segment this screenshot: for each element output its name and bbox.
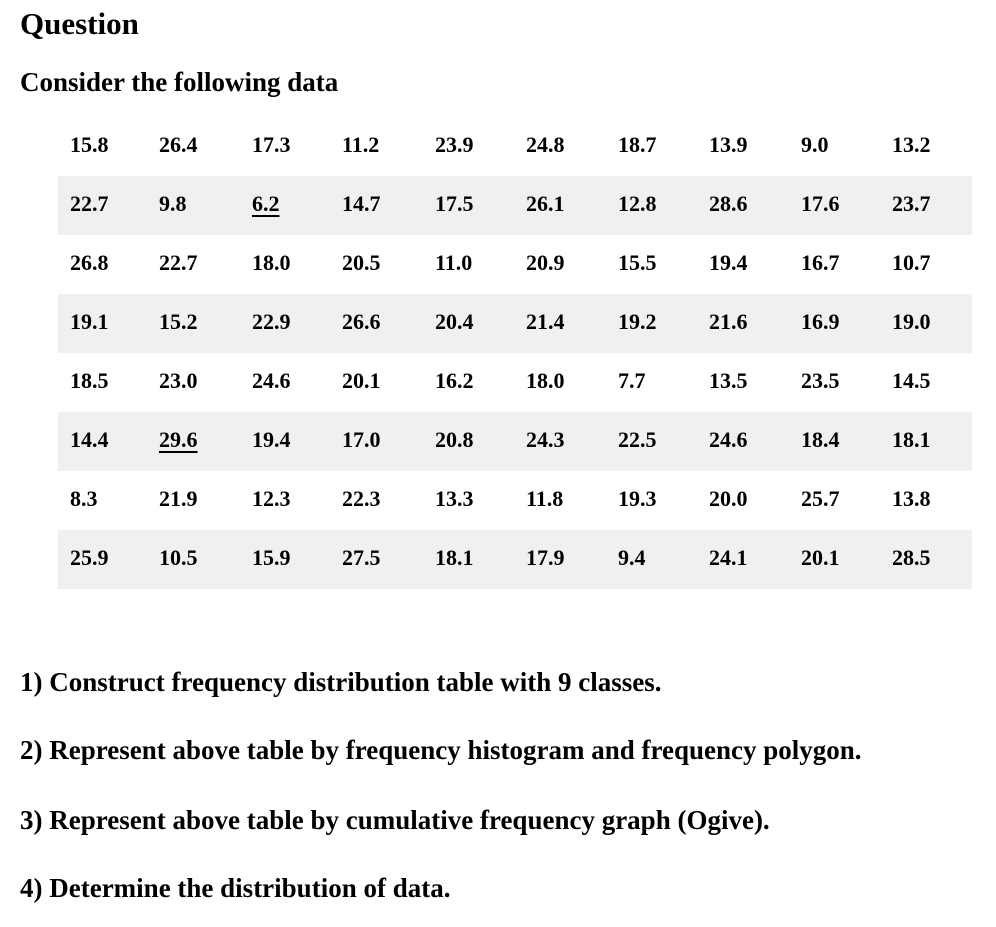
data-cell: 16.9	[801, 309, 840, 334]
data-cell: 10.7	[892, 250, 931, 275]
data-cell: 24.6	[252, 368, 291, 393]
data-cell: 14.7	[342, 191, 381, 216]
data-cell: 15.8	[70, 132, 109, 157]
data-cell: 20.4	[435, 309, 474, 334]
table-row	[58, 471, 972, 530]
data-cell: 24.6	[709, 427, 748, 452]
data-cell: 24.8	[526, 132, 565, 157]
data-cell: 13.2	[892, 132, 931, 157]
data-cell: 13.8	[892, 486, 931, 511]
data-cell: 18.5	[70, 368, 109, 393]
data-cell: 22.7	[159, 250, 198, 275]
table-row	[58, 235, 972, 294]
data-cell: 18.0	[252, 250, 291, 275]
data-cell: 14.5	[892, 368, 931, 393]
page-title: Question	[20, 6, 139, 41]
data-cell: 19.1	[70, 309, 109, 334]
table-row	[58, 412, 972, 471]
data-cell: 26.6	[342, 309, 381, 334]
data-cell: 17.6	[801, 191, 840, 216]
data-cell: 22.7	[70, 191, 109, 216]
data-cell: 20.1	[342, 368, 381, 393]
data-cell: 18.4	[801, 427, 840, 452]
task-item: 4) Determine the distribution of data.	[20, 873, 451, 903]
data-cell: 21.9	[159, 486, 198, 511]
data-cell: 15.2	[159, 309, 198, 334]
data-cell: 20.9	[526, 250, 565, 275]
data-cell: 17.9	[526, 545, 565, 570]
data-cell: 7.7	[618, 368, 646, 393]
data-cell: 18.7	[618, 132, 657, 157]
intro-text: Consider the following data	[20, 67, 339, 97]
data-cell: 18.1	[435, 545, 474, 570]
table-row	[58, 117, 972, 176]
data-cell: 20.0	[709, 486, 748, 511]
data-cell: 29.6	[159, 427, 198, 452]
data-cell: 19.4	[709, 250, 748, 275]
data-cell: 23.7	[892, 191, 931, 216]
data-cell: 21.4	[526, 309, 565, 334]
data-cell: 13.3	[435, 486, 474, 511]
task-item: 3) Represent above table by cumulative frequency graph (Ogive).	[20, 805, 770, 835]
data-cell: 17.5	[435, 191, 474, 216]
data-cell: 25.7	[801, 486, 840, 511]
data-cell: 24.1	[709, 545, 748, 570]
data-cell: 13.9	[709, 132, 748, 157]
data-table	[58, 117, 972, 589]
data-cell: 19.2	[618, 309, 657, 334]
data-cell: 11.8	[526, 486, 564, 511]
data-cell: 27.5	[342, 545, 381, 570]
data-cell: 17.3	[252, 132, 291, 157]
data-cell: 24.3	[526, 427, 565, 452]
data-cell: 23.5	[801, 368, 840, 393]
table-row	[58, 176, 972, 235]
data-cell: 20.1	[801, 545, 840, 570]
data-cell: 9.8	[159, 191, 187, 216]
table-row	[58, 353, 972, 412]
data-cell: 23.9	[435, 132, 474, 157]
data-cell: 11.0	[435, 250, 473, 275]
data-cell: 28.6	[709, 191, 748, 216]
table-row	[58, 294, 972, 353]
task-item: 1) Construct frequency distribution table with 9 classes.	[20, 667, 662, 697]
task-item: 2) Represent above table by frequency histogram and frequency polygon.	[20, 735, 862, 765]
data-cell: 22.9	[252, 309, 291, 334]
data-cell: 26.8	[70, 250, 109, 275]
data-cell: 12.8	[618, 191, 657, 216]
data-cell: 16.2	[435, 368, 474, 393]
data-cell: 9.4	[618, 545, 646, 570]
data-cell: 26.4	[159, 132, 198, 157]
data-cell: 15.9	[252, 545, 291, 570]
data-cell: 16.7	[801, 250, 840, 275]
data-cell: 18.0	[526, 368, 565, 393]
data-cell: 25.9	[70, 545, 109, 570]
data-cell: 10.5	[159, 545, 198, 570]
data-cell: 14.4	[70, 427, 109, 452]
data-cell: 21.6	[709, 309, 748, 334]
data-cell: 28.5	[892, 545, 931, 570]
data-cell: 19.0	[892, 309, 931, 334]
data-cell: 8.3	[70, 486, 98, 511]
data-cell: 13.5	[709, 368, 748, 393]
data-cell: 23.0	[159, 368, 198, 393]
data-cell: 15.5	[618, 250, 657, 275]
data-cell: 18.1	[892, 427, 931, 452]
data-cell: 17.0	[342, 427, 381, 452]
data-cell: 6.2	[252, 191, 280, 216]
data-cell: 19.4	[252, 427, 291, 452]
data-cell: 9.0	[801, 132, 829, 157]
data-cell: 19.3	[618, 486, 657, 511]
data-cell: 20.8	[435, 427, 474, 452]
table-row	[58, 530, 972, 589]
data-cell: 22.5	[618, 427, 657, 452]
data-cell: 20.5	[342, 250, 381, 275]
data-cell: 11.2	[342, 132, 380, 157]
data-cell: 22.3	[342, 486, 381, 511]
data-cell: 12.3	[252, 486, 291, 511]
data-cell: 26.1	[526, 191, 565, 216]
